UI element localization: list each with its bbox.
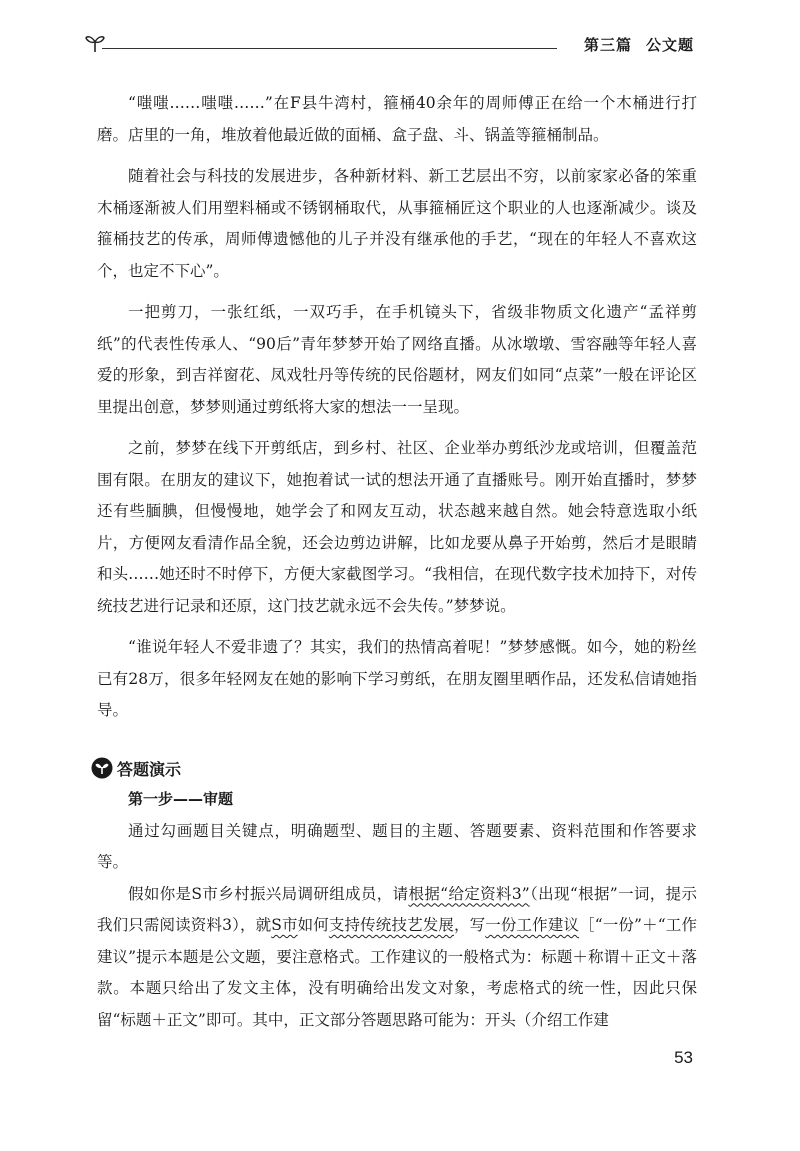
analysis-text: 假如你是S市乡村振兴局调研组成员，请 <box>128 884 409 903</box>
step-title: 第一步——审题 <box>128 789 234 808</box>
section-label: 第三篇 <box>583 36 632 54</box>
analysis-paragraph <box>97 879 697 1037</box>
emphasis-topic: 支持传统技艺发展 <box>328 916 454 934</box>
leaf-badge-icon <box>91 757 113 779</box>
chapter-title: 公文题 <box>645 36 694 54</box>
header-title <box>584 34 694 55</box>
leaf-sprout-icon <box>84 32 106 54</box>
paragraph-2: 随着社会与科技的发展进步，各种新材料、新工艺层出不穷，以前家家必备的笨重木桶逐渐被人们用塑料桶或不锈钢桶取代，从事箍桶匠这个职业的人也逐渐减少。谈及箍桶技艺的传承，周师傅遗憾他的儿子并没有继承他的手艺，“现在的年轻人不喜欢这个，也定不下心”。 <box>97 167 697 280</box>
running-header <box>84 28 704 58</box>
paragraph-4: 之前，梦梦在线下开剪纸店，到乡村、社区、企业举办剪纸沙龙或培训，但覆盖范围有限。在朋友的建议下，她抱着试一试的想法开通了直播账号。刚开始直播时，梦梦还有些腼腆，但慢慢地，她学会了和网友互动，状态越来越自然。她会特意选取小纸片，方便网友看清作品全貌，还会边剪边讲解，比如龙要从鼻子开始剪，然后才是眼睛和头……她还时不时停下，方便大家截图学习。“我相信，在现代数字技术加持下，对传统技艺进行记录和还原，这门技艺就永远不会失传。”梦梦说。 <box>97 439 697 615</box>
step-intro: 通过勾画题目关键点，明确题型、题目的主题、答题要素、资料范围和作答要求等。 <box>97 821 697 871</box>
page-body <box>97 88 697 1036</box>
emphasis-document-type: 一份工作建议 <box>485 916 580 934</box>
paragraph-1: “嗤嗤……嗤嗤……”在F县牛湾村，箍桶40余年的周师傅正在给一个木桶进行打磨。店里的一角，堆放着他最近做的面桶、盒子盘、斗、锅盖等箍桶制品。 <box>97 94 697 144</box>
analysis-text: ，写 <box>454 916 486 934</box>
analysis-text: （出现“根据”一词，提示我们只需阅读资料3），就 <box>97 884 697 934</box>
analysis-text: ［“一份”＋“工作建议”提示本题是公文题，要注意格式。工作建议的一般格式为：标题＋称谓＋正文＋落款。本题只给出了发文主体，没有明确给出发文对象，考虑格式的统一性，因此只保留“标题＋正文”即可。其中，正文部分答题思路可能为：开头（介绍工作建 <box>97 916 697 1029</box>
emphasis-city: S市 <box>271 916 298 934</box>
answer-demo-heading <box>91 757 697 780</box>
answer-demo-title: 答题演示 <box>117 759 182 779</box>
page-number: 53 <box>674 1048 693 1067</box>
paragraph-5: “谁说年轻人不爱非遗了？其实，我们的热情高着呢！”梦梦感慨。如今，她的粉丝已有28万，很多年轻网友在她的影响下学习剪纸，在朋友圈里晒作品，还发私信请她指导。 <box>97 638 697 719</box>
emphasis-reference: 根据“给定资料3” <box>408 884 530 903</box>
header-rule <box>102 48 557 49</box>
paragraph-3: 一把剪刀，一张红纸，一双巧手，在手机镜头下，省级非物质文化遗产“孟祥剪纸”的代表性传承人、“90后”青年梦梦开始了网络直播。从冰墩墩、雪容融等年轻人喜爱的形象，到吉祥窗花、凤戏牡丹等传统的民俗题材，网友们如同“点菜”一般在评论区里提出创意，梦梦则通过剪纸将大家的想法一一呈现。 <box>97 303 697 416</box>
analysis-text: 如何 <box>297 916 329 934</box>
